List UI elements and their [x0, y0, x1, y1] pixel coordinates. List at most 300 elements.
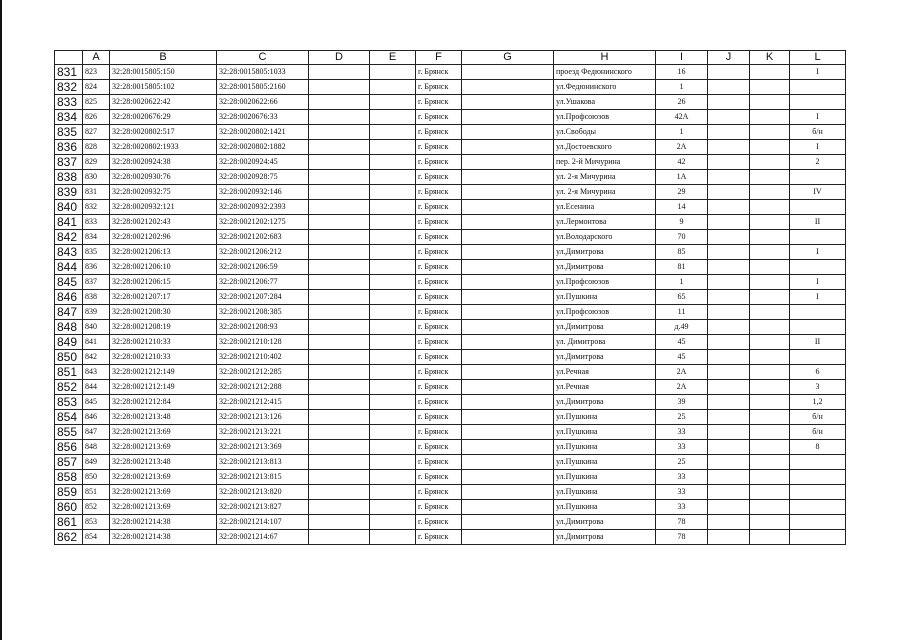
cell-e[interactable] — [370, 380, 416, 395]
column-header-c[interactable]: C — [217, 51, 309, 65]
cell-e[interactable] — [370, 290, 416, 305]
cell-b[interactable]: 32:28:0020676:29 — [110, 110, 217, 125]
cell-h[interactable]: ул.Профсоюзов — [554, 305, 656, 320]
cell-f[interactable]: г. Брянск — [416, 110, 462, 125]
cell-b[interactable]: 32:28:0021212:149 — [110, 365, 217, 380]
cell-h[interactable]: ул.Димитрова — [554, 320, 656, 335]
cell-a[interactable]: 831 — [83, 185, 110, 200]
cell-f[interactable]: г. Брянск — [416, 350, 462, 365]
cell-g[interactable] — [462, 455, 554, 470]
cell-b[interactable]: 32:28:0021210:33 — [110, 350, 217, 365]
cell-a[interactable]: 849 — [83, 455, 110, 470]
cell-j[interactable] — [708, 320, 750, 335]
cell-i[interactable]: 70 — [656, 230, 708, 245]
cell-f[interactable]: г. Брянск — [416, 290, 462, 305]
row-number[interactable]: 834 — [55, 110, 83, 125]
cell-h[interactable]: ул.Достоевского — [554, 140, 656, 155]
cell-j[interactable] — [708, 380, 750, 395]
cell-b[interactable]: 32:28:0021214:38 — [110, 515, 217, 530]
cell-b[interactable]: 32:28:0021214:38 — [110, 530, 217, 545]
row-number[interactable]: 837 — [55, 155, 83, 170]
cell-g[interactable] — [462, 500, 554, 515]
cell-l[interactable] — [790, 350, 846, 365]
row-number[interactable]: 848 — [55, 320, 83, 335]
cell-i[interactable]: 81 — [656, 260, 708, 275]
cell-b[interactable]: 32:28:0020802:1933 — [110, 140, 217, 155]
cell-d[interactable] — [309, 530, 370, 545]
cell-k[interactable] — [750, 260, 790, 275]
cell-e[interactable] — [370, 215, 416, 230]
cell-c[interactable]: 32:28:0021214:67 — [217, 530, 309, 545]
row-number[interactable]: 832 — [55, 80, 83, 95]
cell-j[interactable] — [708, 485, 750, 500]
row-number[interactable]: 833 — [55, 95, 83, 110]
cell-e[interactable] — [370, 455, 416, 470]
cell-h[interactable]: ул.Димитрова — [554, 530, 656, 545]
cell-a[interactable]: 833 — [83, 215, 110, 230]
cell-l[interactable]: I — [790, 65, 846, 80]
cell-h[interactable]: ул.Пушкина — [554, 485, 656, 500]
cell-f[interactable]: г. Брянск — [416, 275, 462, 290]
row-number[interactable]: 849 — [55, 335, 83, 350]
cell-e[interactable] — [370, 335, 416, 350]
cell-i[interactable]: 33 — [656, 500, 708, 515]
cell-a[interactable]: 825 — [83, 95, 110, 110]
cell-j[interactable] — [708, 290, 750, 305]
cell-c[interactable]: 32:28:0020802:1421 — [217, 125, 309, 140]
cell-d[interactable] — [309, 500, 370, 515]
cell-i[interactable]: 65 — [656, 290, 708, 305]
cell-i[interactable]: 42 — [656, 155, 708, 170]
cell-i[interactable]: 45 — [656, 335, 708, 350]
cell-h[interactable]: ул.Димитрова — [554, 245, 656, 260]
cell-l[interactable] — [790, 320, 846, 335]
cell-d[interactable] — [309, 455, 370, 470]
cell-j[interactable] — [708, 230, 750, 245]
row-number[interactable]: 845 — [55, 275, 83, 290]
cell-c[interactable]: 32:28:0021210:128 — [217, 335, 309, 350]
cell-g[interactable] — [462, 275, 554, 290]
cell-k[interactable] — [750, 350, 790, 365]
row-number[interactable]: 844 — [55, 260, 83, 275]
cell-e[interactable] — [370, 245, 416, 260]
cell-e[interactable] — [370, 275, 416, 290]
cell-b[interactable]: 32:28:0020932:75 — [110, 185, 217, 200]
cell-b[interactable]: 32:28:0020802:517 — [110, 125, 217, 140]
cell-b[interactable]: 32:28:0020924:38 — [110, 155, 217, 170]
cell-d[interactable] — [309, 515, 370, 530]
cell-c[interactable]: 32:28:0020924:45 — [217, 155, 309, 170]
cell-j[interactable] — [708, 410, 750, 425]
cell-l[interactable] — [790, 470, 846, 485]
cell-a[interactable]: 848 — [83, 440, 110, 455]
cell-g[interactable] — [462, 440, 554, 455]
cell-f[interactable]: г. Брянск — [416, 260, 462, 275]
cell-h[interactable]: ул. Димитрова — [554, 335, 656, 350]
cell-h[interactable]: ул.Речная — [554, 365, 656, 380]
cell-j[interactable] — [708, 125, 750, 140]
cell-l[interactable]: I — [790, 275, 846, 290]
cell-f[interactable]: г. Брянск — [416, 395, 462, 410]
cell-d[interactable] — [309, 365, 370, 380]
cell-g[interactable] — [462, 470, 554, 485]
cell-f[interactable]: г. Брянск — [416, 335, 462, 350]
cell-h[interactable]: ул.Володарского — [554, 230, 656, 245]
cell-g[interactable] — [462, 335, 554, 350]
cell-i[interactable]: 25 — [656, 410, 708, 425]
cell-d[interactable] — [309, 125, 370, 140]
cell-f[interactable]: г. Брянск — [416, 245, 462, 260]
cell-f[interactable]: г. Брянск — [416, 305, 462, 320]
cell-j[interactable] — [708, 455, 750, 470]
cell-h[interactable]: ул.Димитрова — [554, 515, 656, 530]
cell-b[interactable]: 32:28:0021213:48 — [110, 410, 217, 425]
cell-l[interactable]: IV — [790, 185, 846, 200]
cell-l[interactable]: 2 — [790, 155, 846, 170]
cell-g[interactable] — [462, 395, 554, 410]
cell-i[interactable]: 16 — [656, 65, 708, 80]
cell-i[interactable]: 11 — [656, 305, 708, 320]
cell-d[interactable] — [309, 140, 370, 155]
cell-h[interactable]: ул.Федюнинского — [554, 80, 656, 95]
cell-f[interactable]: г. Брянск — [416, 80, 462, 95]
cell-a[interactable]: 853 — [83, 515, 110, 530]
cell-b[interactable]: 32:28:0015805:150 — [110, 65, 217, 80]
cell-d[interactable] — [309, 230, 370, 245]
column-header-h[interactable]: H — [554, 51, 656, 65]
cell-c[interactable]: 32:28:0021208:385 — [217, 305, 309, 320]
cell-i[interactable]: 2А — [656, 140, 708, 155]
cell-k[interactable] — [750, 140, 790, 155]
cell-b[interactable]: 32:28:0021210:33 — [110, 335, 217, 350]
cell-e[interactable] — [370, 230, 416, 245]
cell-d[interactable] — [309, 425, 370, 440]
cell-k[interactable] — [750, 95, 790, 110]
cell-g[interactable] — [462, 350, 554, 365]
cell-d[interactable] — [309, 65, 370, 80]
cell-h[interactable]: ул.Пушкина — [554, 500, 656, 515]
cell-d[interactable] — [309, 335, 370, 350]
cell-a[interactable]: 852 — [83, 500, 110, 515]
cell-b[interactable]: 32:28:0021213:69 — [110, 425, 217, 440]
cell-d[interactable] — [309, 80, 370, 95]
cell-d[interactable] — [309, 170, 370, 185]
row-number[interactable]: 859 — [55, 485, 83, 500]
column-header-e[interactable]: E — [370, 51, 416, 65]
cell-e[interactable] — [370, 425, 416, 440]
cell-e[interactable] — [370, 185, 416, 200]
cell-a[interactable]: 843 — [83, 365, 110, 380]
cell-c[interactable]: 32:28:0021206:59 — [217, 260, 309, 275]
cell-g[interactable] — [462, 320, 554, 335]
cell-e[interactable] — [370, 485, 416, 500]
cell-b[interactable]: 32:28:0015805:102 — [110, 80, 217, 95]
cell-a[interactable]: 836 — [83, 260, 110, 275]
cell-g[interactable] — [462, 245, 554, 260]
cell-e[interactable] — [370, 470, 416, 485]
cell-l[interactable] — [790, 485, 846, 500]
cell-l[interactable] — [790, 515, 846, 530]
cell-e[interactable] — [370, 395, 416, 410]
cell-j[interactable] — [708, 260, 750, 275]
cell-h[interactable]: ул.Димитрова — [554, 260, 656, 275]
cell-j[interactable] — [708, 335, 750, 350]
cell-a[interactable]: 844 — [83, 380, 110, 395]
cell-g[interactable] — [462, 125, 554, 140]
row-number[interactable]: 852 — [55, 380, 83, 395]
cell-d[interactable] — [309, 260, 370, 275]
cell-g[interactable] — [462, 425, 554, 440]
cell-c[interactable]: 32:28:0021210:402 — [217, 350, 309, 365]
cell-e[interactable] — [370, 530, 416, 545]
cell-d[interactable] — [309, 320, 370, 335]
cell-j[interactable] — [708, 140, 750, 155]
cell-f[interactable]: г. Брянск — [416, 170, 462, 185]
cell-k[interactable] — [750, 230, 790, 245]
cell-a[interactable]: 824 — [83, 80, 110, 95]
cell-b[interactable]: 32:28:0021213:48 — [110, 455, 217, 470]
cell-l[interactable]: 1,2 — [790, 395, 846, 410]
cell-c[interactable]: 32:28:0021213:126 — [217, 410, 309, 425]
cell-k[interactable] — [750, 410, 790, 425]
cell-c[interactable]: 32:28:0021206:212 — [217, 245, 309, 260]
row-number[interactable]: 856 — [55, 440, 83, 455]
cell-c[interactable]: 32:28:0020932:2393 — [217, 200, 309, 215]
cell-f[interactable]: г. Брянск — [416, 530, 462, 545]
cell-h[interactable]: ул.Ушакова — [554, 95, 656, 110]
cell-k[interactable] — [750, 470, 790, 485]
cell-e[interactable] — [370, 95, 416, 110]
cell-k[interactable] — [750, 65, 790, 80]
cell-b[interactable]: 32:28:0021213:69 — [110, 440, 217, 455]
cell-h[interactable]: ул.Профсоюзов — [554, 275, 656, 290]
cell-i[interactable]: 45 — [656, 350, 708, 365]
cell-l[interactable]: б/н — [790, 425, 846, 440]
cell-k[interactable] — [750, 305, 790, 320]
cell-g[interactable] — [462, 260, 554, 275]
cell-f[interactable]: г. Брянск — [416, 95, 462, 110]
cell-e[interactable] — [370, 305, 416, 320]
cell-a[interactable]: 850 — [83, 470, 110, 485]
cell-g[interactable] — [462, 485, 554, 500]
cell-i[interactable]: 78 — [656, 515, 708, 530]
cell-i[interactable]: 33 — [656, 485, 708, 500]
cell-a[interactable]: 829 — [83, 155, 110, 170]
cell-j[interactable] — [708, 80, 750, 95]
cell-l[interactable]: б/н — [790, 125, 846, 140]
cell-k[interactable] — [750, 110, 790, 125]
cell-c[interactable]: 32:28:0020622:66 — [217, 95, 309, 110]
cell-a[interactable]: 842 — [83, 350, 110, 365]
row-number[interactable]: 860 — [55, 500, 83, 515]
cell-a[interactable]: 846 — [83, 410, 110, 425]
cell-g[interactable] — [462, 155, 554, 170]
cell-k[interactable] — [750, 185, 790, 200]
cell-a[interactable]: 835 — [83, 245, 110, 260]
cell-g[interactable] — [462, 80, 554, 95]
cell-b[interactable]: 32:28:0021202:96 — [110, 230, 217, 245]
cell-l[interactable] — [790, 200, 846, 215]
cell-j[interactable] — [708, 200, 750, 215]
cell-k[interactable] — [750, 200, 790, 215]
cell-k[interactable] — [750, 500, 790, 515]
cell-a[interactable]: 839 — [83, 305, 110, 320]
cell-a[interactable]: 847 — [83, 425, 110, 440]
cell-g[interactable] — [462, 410, 554, 425]
cell-f[interactable]: г. Брянск — [416, 365, 462, 380]
cell-f[interactable]: г. Брянск — [416, 455, 462, 470]
row-number[interactable]: 836 — [55, 140, 83, 155]
cell-j[interactable] — [708, 530, 750, 545]
cell-e[interactable] — [370, 365, 416, 380]
cell-l[interactable]: 3 — [790, 380, 846, 395]
cell-f[interactable]: г. Брянск — [416, 410, 462, 425]
cell-d[interactable] — [309, 110, 370, 125]
cell-a[interactable]: 832 — [83, 200, 110, 215]
cell-f[interactable]: г. Брянск — [416, 320, 462, 335]
column-header-l[interactable]: L — [790, 51, 846, 65]
cell-c[interactable]: 32:28:0021213:820 — [217, 485, 309, 500]
cell-l[interactable] — [790, 170, 846, 185]
cell-h[interactable]: ул.Есенина — [554, 200, 656, 215]
row-number[interactable]: 857 — [55, 455, 83, 470]
cell-a[interactable]: 830 — [83, 170, 110, 185]
cell-b[interactable]: 32:28:0021213:69 — [110, 500, 217, 515]
row-number[interactable]: 835 — [55, 125, 83, 140]
cell-k[interactable] — [750, 275, 790, 290]
cell-c[interactable]: 32:28:0021212:288 — [217, 380, 309, 395]
cell-d[interactable] — [309, 305, 370, 320]
column-header-f[interactable]: F — [416, 51, 462, 65]
cell-i[interactable]: 1 — [656, 80, 708, 95]
cell-d[interactable] — [309, 485, 370, 500]
cell-b[interactable]: 32:28:0021208:30 — [110, 305, 217, 320]
cell-c[interactable]: 32:28:0021213:369 — [217, 440, 309, 455]
cell-i[interactable]: 39 — [656, 395, 708, 410]
cell-l[interactable] — [790, 80, 846, 95]
cell-k[interactable] — [750, 455, 790, 470]
cell-k[interactable] — [750, 320, 790, 335]
cell-c[interactable]: 32:28:0021212:415 — [217, 395, 309, 410]
cell-f[interactable]: г. Брянск — [416, 200, 462, 215]
cell-k[interactable] — [750, 170, 790, 185]
cell-f[interactable]: г. Брянск — [416, 440, 462, 455]
cell-a[interactable]: 837 — [83, 275, 110, 290]
cell-d[interactable] — [309, 350, 370, 365]
cell-c[interactable]: 32:28:0021213:813 — [217, 455, 309, 470]
cell-h[interactable]: ул.Пушкина — [554, 425, 656, 440]
cell-e[interactable] — [370, 320, 416, 335]
cell-g[interactable] — [462, 185, 554, 200]
cell-h[interactable]: ул. 2-я Мичурина — [554, 185, 656, 200]
row-number[interactable]: 854 — [55, 410, 83, 425]
cell-j[interactable] — [708, 365, 750, 380]
cell-g[interactable] — [462, 200, 554, 215]
cell-k[interactable] — [750, 380, 790, 395]
row-number[interactable]: 847 — [55, 305, 83, 320]
cell-i[interactable]: 25 — [656, 455, 708, 470]
cell-i[interactable]: 14 — [656, 200, 708, 215]
column-header-j[interactable]: J — [708, 51, 750, 65]
cell-d[interactable] — [309, 245, 370, 260]
cell-f[interactable]: г. Брянск — [416, 65, 462, 80]
cell-c[interactable]: 32:28:0020928:75 — [217, 170, 309, 185]
cell-g[interactable] — [462, 530, 554, 545]
cell-e[interactable] — [370, 65, 416, 80]
cell-e[interactable] — [370, 440, 416, 455]
cell-a[interactable]: 834 — [83, 230, 110, 245]
cell-h[interactable]: проезд Федюнинского — [554, 65, 656, 80]
cell-f[interactable]: г. Брянск — [416, 500, 462, 515]
cell-f[interactable]: г. Брянск — [416, 425, 462, 440]
cell-h[interactable]: ул.Речная — [554, 380, 656, 395]
cell-d[interactable] — [309, 470, 370, 485]
cell-i[interactable]: 33 — [656, 470, 708, 485]
cell-e[interactable] — [370, 515, 416, 530]
cell-c[interactable]: 32:28:0021202:683 — [217, 230, 309, 245]
cell-l[interactable]: I — [790, 245, 846, 260]
cell-j[interactable] — [708, 245, 750, 260]
cell-k[interactable] — [750, 125, 790, 140]
cell-i[interactable]: 1 — [656, 275, 708, 290]
cell-c[interactable]: 32:28:0020932:146 — [217, 185, 309, 200]
cell-l[interactable] — [790, 455, 846, 470]
cell-a[interactable]: 845 — [83, 395, 110, 410]
cell-b[interactable]: 32:28:0020932:121 — [110, 200, 217, 215]
cell-h[interactable]: ул.Пушкина — [554, 455, 656, 470]
cell-k[interactable] — [750, 245, 790, 260]
row-number[interactable]: 851 — [55, 365, 83, 380]
cell-j[interactable] — [708, 155, 750, 170]
cell-f[interactable]: г. Брянск — [416, 155, 462, 170]
row-number[interactable]: 853 — [55, 395, 83, 410]
cell-j[interactable] — [708, 275, 750, 290]
cell-h[interactable]: ул.Лермонтова — [554, 215, 656, 230]
cell-c[interactable]: 32:28:0021213:827 — [217, 500, 309, 515]
cell-l[interactable]: I — [790, 140, 846, 155]
cell-c[interactable]: 32:28:0021207:284 — [217, 290, 309, 305]
cell-b[interactable]: 32:28:0021206:13 — [110, 245, 217, 260]
cell-j[interactable] — [708, 95, 750, 110]
cell-k[interactable] — [750, 215, 790, 230]
cell-a[interactable]: 838 — [83, 290, 110, 305]
row-number[interactable]: 838 — [55, 170, 83, 185]
column-header-i[interactable]: I — [656, 51, 708, 65]
cell-i[interactable]: 9 — [656, 215, 708, 230]
cell-f[interactable]: г. Брянск — [416, 470, 462, 485]
cell-b[interactable]: 32:28:0021206:15 — [110, 275, 217, 290]
cell-g[interactable] — [462, 65, 554, 80]
cell-k[interactable] — [750, 80, 790, 95]
cell-e[interactable] — [370, 125, 416, 140]
cell-h[interactable]: ул.Свободы — [554, 125, 656, 140]
cell-f[interactable]: г. Брянск — [416, 380, 462, 395]
cell-h[interactable]: пер. 2-й Мичурина — [554, 155, 656, 170]
cell-k[interactable] — [750, 515, 790, 530]
cell-k[interactable] — [750, 440, 790, 455]
cell-k[interactable] — [750, 425, 790, 440]
cell-k[interactable] — [750, 155, 790, 170]
cell-l[interactable]: 8 — [790, 440, 846, 455]
cell-f[interactable]: г. Брянск — [416, 215, 462, 230]
row-number[interactable]: 842 — [55, 230, 83, 245]
cell-l[interactable]: I — [790, 110, 846, 125]
cell-b[interactable]: 32:28:0021206:10 — [110, 260, 217, 275]
cell-e[interactable] — [370, 410, 416, 425]
cell-j[interactable] — [708, 65, 750, 80]
cell-l[interactable]: II — [790, 335, 846, 350]
cell-g[interactable] — [462, 170, 554, 185]
